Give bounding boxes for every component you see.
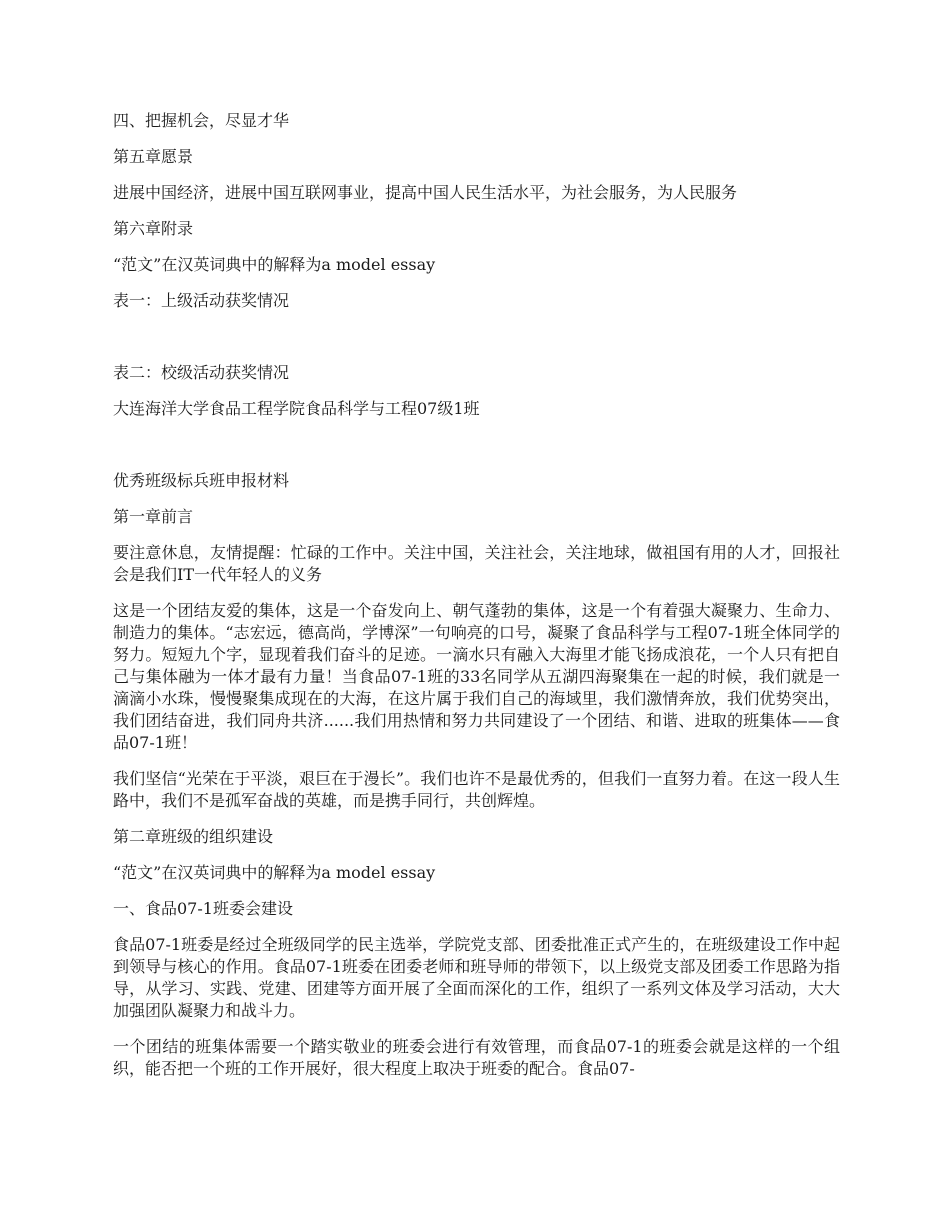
chapter-heading: 第五章愿景 (113, 147, 194, 166)
section-heading: 一、食品07-1班委会建设 (113, 899, 293, 918)
chapter-heading: 第一章前言 (113, 507, 194, 526)
chapter-heading: 第二章班级的组织建设 (113, 827, 274, 846)
paragraph: 我们坚信“光荣在于平淡，艰巨在于漫长”。我们也许不是最优秀的，但我们一直努力着。在这一段人生路中，我们不是孤军奋战的英雄，而是携手同行，共创辉煌。 (113, 769, 840, 810)
chapter-heading: 第六章附录 (113, 219, 194, 238)
table-caption: 表二：校级活动获奖情况 (113, 363, 290, 382)
section-heading: 四、把握机会，尽显才华 (113, 111, 290, 130)
paragraph: 这是一个团结友爱的集体，这是一个奋发向上、朝气蓬勃的集体，这是一个有着强大凝聚力、生命力、制造力的集体。“志宏远，德高尚，学博深”一句响亮的口号，凝聚了食品科学与工程07-1班全体同学的努力。短短九个字，显现着我们奋斗的足迹。一滴水只有融入大海里才能飞扬成浪花，一个人只有把自己与集体融为一体才最有力量！当食品07-1班的33名同学从五湖四海聚集在一起的时候，我们就是一滴滴小水珠，慢慢聚集成现在的大海，在这片属于我们自己的海域里，我们激情奔放，我们优势突出，我们团结奋进，我们同舟共济......我们用热情和努力共同建设了一个团结、和谐、进取的班集体——食品07-1班！ (113, 601, 840, 752)
document-page (113, 110, 840, 1094)
paragraph: 要注意休息，友情提醒：忙碌的工作中。关注中国，关注社会，关注地球，做祖国有用的人才，回报社会是我们IT一代年轻人的义务 (113, 543, 840, 584)
blank-space (113, 326, 840, 362)
paragraph: 食品07-1班委是经过全班级同学的民主选举，学院党支部、团委批准正式产生的，在班级建设工作中起到领导与核心的作用。食品07-1班委在团委老师和班导师的带领下，以上级党支部及团委工作思路为指导，从学习、实践、党建、团建等方面开展了全面而深化的工作，组织了一系列文体及学习活动，大大加强团队凝聚力和战斗力。 (113, 935, 840, 1020)
paragraph: 一个团结的班集体需要一个踏实敬业的班委会进行有效管理，而食品07-1的班委会就是这样的一个组织，能否把一个班的工作开展好，很大程度上取决于班委的配合。食品07- (113, 1037, 840, 1078)
document-title: 优秀班级标兵班申报材料 (113, 471, 290, 490)
class-name-line: 大连海洋大学食品工程学院食品科学与工程07级1班 (113, 399, 480, 418)
paragraph: “范文”在汉英词典中的解释为a model essay (113, 863, 436, 882)
table-caption: 表一：上级活动获奖情况 (113, 291, 290, 310)
blank-space (113, 434, 840, 470)
paragraph: “范文”在汉英词典中的解释为a model essay (113, 255, 436, 274)
paragraph: 进展中国经济，进展中国互联网事业，提高中国人民生活水平，为社会服务，为人民服务 (113, 183, 738, 202)
